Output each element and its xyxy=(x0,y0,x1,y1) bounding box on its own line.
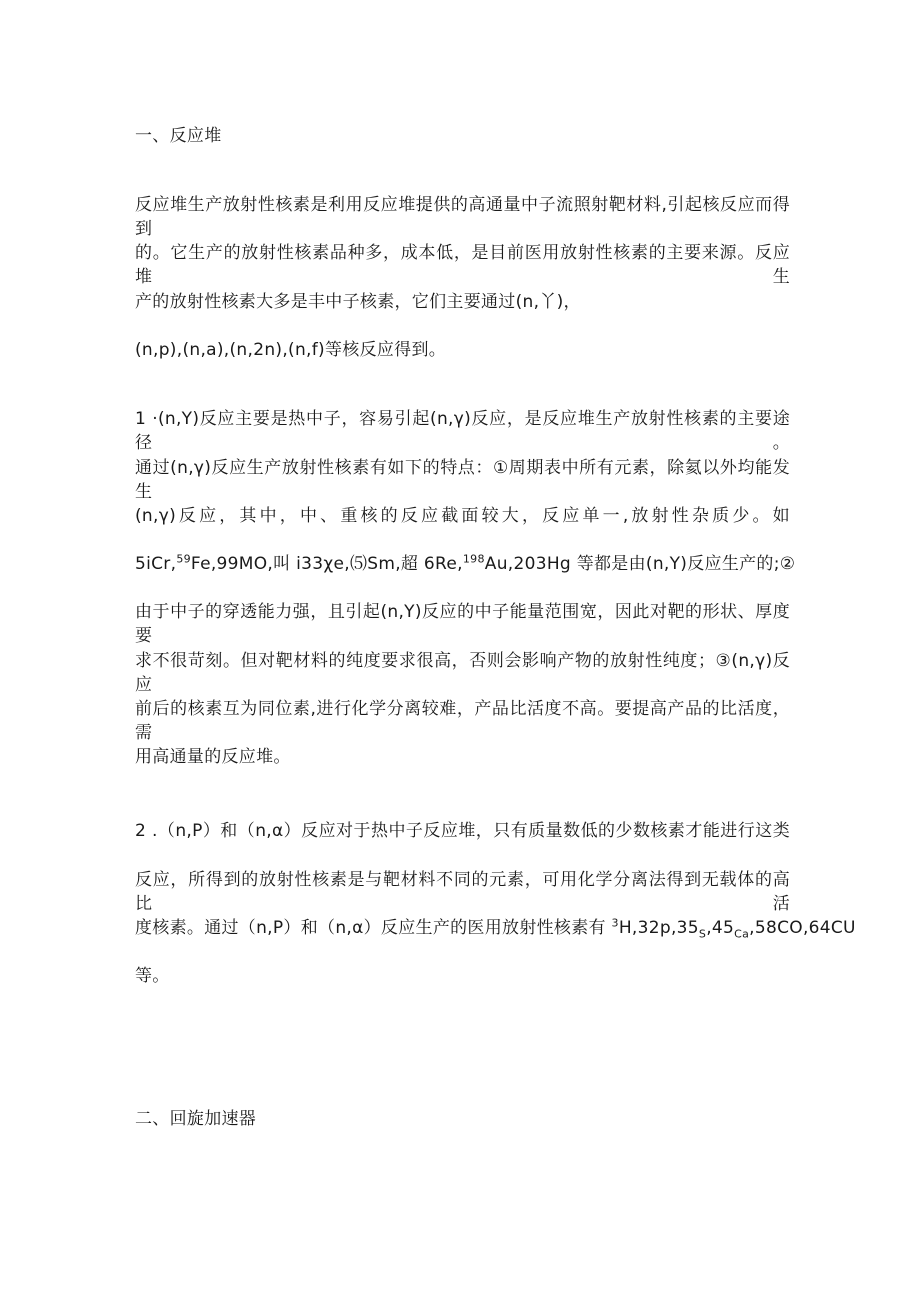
para2-line4-part-a: 5iCr, xyxy=(135,554,177,574)
para3-line2: 反应，所得到的放射性核素是与靶材料不同的元素，可用化学分离法得到无载体的高比活 xyxy=(135,870,790,914)
para3-line3 xyxy=(135,916,856,940)
subscript-ca: Ca xyxy=(734,927,750,941)
heading-reactor: 一、反应堆 xyxy=(135,126,222,146)
superscript-198: 198 xyxy=(462,552,485,566)
para2-line2: 通过(n,γ)反应生产放射性核素有如下的特点：①周期表中所有元素，除氦以外均能发生 xyxy=(135,458,790,502)
para1-line1: 反应堆生产放射性核素是利用反应堆提供的高通量中子流照射靶材料,引起核反应而得到 xyxy=(135,195,790,239)
para3-line4: 等。 xyxy=(135,966,170,986)
para2-line3: (n,γ)反应，其中，中、重核的反应截面较大，反应单一,放射性杂质少。如 xyxy=(135,506,790,526)
para3-line1: 2 .（n,P）和（n,α）反应对于热中子反应堆，只有质量数低的少数核素才能进行这类 xyxy=(135,821,790,841)
para2-line4-part-c: Au,203Hg 等都是由(n,Y)反应生产的;② xyxy=(484,554,796,574)
para2-line8: 用高通量的反应堆。 xyxy=(135,747,291,767)
para1-line3: 产的放射性核素大多是丰中子核素，它们主要通过(n,丫)， xyxy=(135,292,581,312)
para2-line1: 1 ·(n,Y)反应主要是热中子，容易引起(n,γ)反应，是反应堆生产放射性核素的主要途径。 xyxy=(135,409,790,453)
subscript-s: S xyxy=(698,927,707,941)
para3-line3-part-c: ,45 xyxy=(706,918,735,938)
para1-line4: (n,p),(n,a),(n,2n),(n,f)等核反应得到。 xyxy=(135,340,447,360)
para2-line7: 前后的核素互为同位素,进行化学分离较难，产品比活度不高。要提高产品的比活度，需 xyxy=(135,699,790,743)
para3-line3-part-d: ,58CO,64CU xyxy=(749,918,856,938)
para3-line3-part-a: 度核素。通过（n,P）和（n,α）反应生产的医用放射性核素有 xyxy=(135,918,612,938)
superscript-3: 3 xyxy=(611,916,619,930)
para2-line6: 求不很苛刻。但对靶材料的纯度要求很高，否则会影响产物的放射性纯度；③(n,γ)反应 xyxy=(135,651,790,695)
para1-line2: 的。它生产的放射性核素品种多，成本低，是目前医用放射性核素的主要来源。反应堆生 xyxy=(135,243,790,287)
para2-line4-part-b: Fe,99MO,叫 i33χe,⑸Sm,超 6Re, xyxy=(190,554,463,574)
superscript-59: 59 xyxy=(176,552,191,566)
heading-cyclotron: 二、回旋加速器 xyxy=(135,1109,257,1129)
para2-line4 xyxy=(135,552,795,576)
para2-line5: 由于中子的穿透能力强，且引起(n,Y)反应的中子能量范围宽，因此对靶的形状、厚度要 xyxy=(135,602,790,646)
para3-line3-part-b: H,32p,35 xyxy=(618,918,699,938)
